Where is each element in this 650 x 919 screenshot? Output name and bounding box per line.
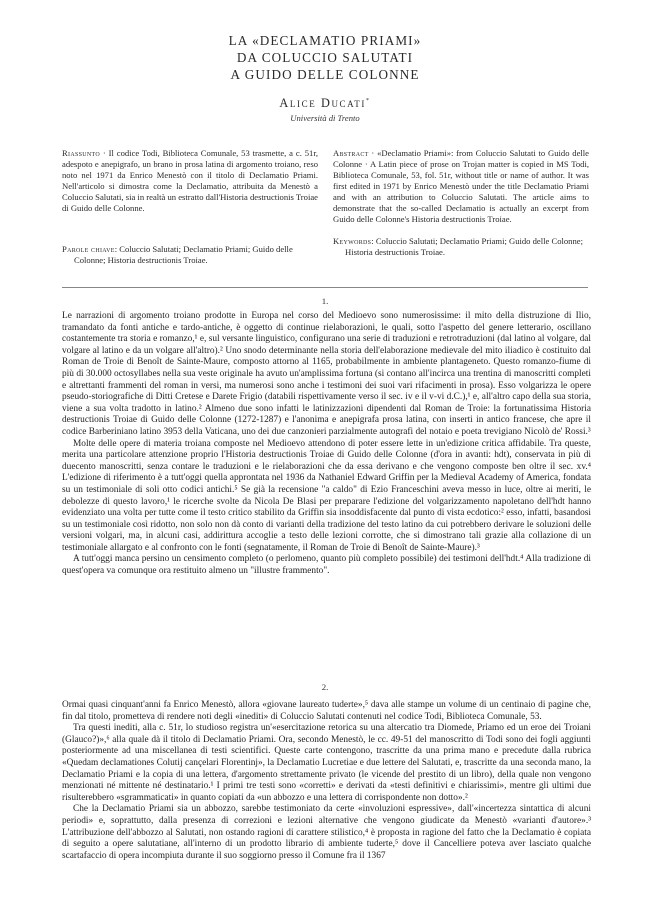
abstract-english-text: · «Declamatio Priami»: from Coluccio Salutati to Guido delle Colonne · A Latin piece of prose on Trojan matter is copied in MS Todi, Biblioteca Comunale, 53, fol. 51r, without title or name of author. It was first edited in 1971 by Enrico Menestò under the title Declamatio Priami and with an attribution to Coluccio Salutati. The article aims to demonstrate that the so-called Declamatio is actually an excerpt from Guido delle Colonne's Historia destructionis Troiae. — [333, 148, 589, 225]
section-1-number: 1. — [321, 296, 329, 306]
keywords-english-text: : Coluccio Salutati; Declamatio Priami; Guido delle Colonne; Historia destructionis Troiae. — [345, 236, 583, 258]
keywords-english-label: Keywords — [333, 236, 372, 246]
abstract-english — [333, 148, 589, 225]
keywords-italian-text: : Coluccio Salutati; Declamatio Priami; Guido delle Colonne; Historia destructionis Troiae. — [74, 244, 293, 266]
section-2-number: 2. — [321, 682, 329, 692]
section-divider-rule — [62, 287, 588, 288]
abstract-english-label: Abstract — [333, 148, 369, 158]
section-2-paragraph: Tra questi inediti, alla c. 51r, lo studioso registra un'«esercitazione retorica su una altercatio tra Diomede, Priamo ed un eroe dei Troiani (Glauco?)»,⁶ alla quale dà il titolo di Declamatio Priami. Ora, secondo Menestò, le cc. 49-51 del manoscritto di Todi sono dei fogli aggiunti posteriormente ad una miscellanea di testi scientifici. Queste carte contengono, trascritte da una prima mano e precedute dalla rubrica «Quedam declamationes Colutij cançelari Florentinj», la Declamatio Lucretiae e due lettere del Salutati, e, trascritte da una seconda mano, la Declamatio Priami e la copia di una lettera, d'argomento strettamente privato (le vicende del prestito di un libro), della quale non vengono menzionati né mittente né destinatario.¹ I primi tre testi sono «corretti» e derivati da «testi definitivi e chiarissimi», mentre gli ultimi due risulterebbero «sgrammaticati» in quanto copiati da «un abbozzo e una lettera di corrispondente non dotto».² — [62, 723, 591, 803]
author-affiliation: Università di Trento — [290, 113, 360, 123]
keywords-italian-label: Parole chiave — [62, 244, 115, 254]
keywords-italian — [62, 244, 318, 266]
section-1-paragraph: Molte delle opere di materia troiana composte nel Medioevo attendono di poter essere lette in un'edizione critica affidabile. Tra queste, merita una particolare attenzione proprio l'Historia destructionis Troiae di Guido delle Colonne (d'ora in avanti: hdt), conservata in più di duecento manoscritti, senza contare le traduzioni e le rielaborazioni che da essa derivano e che vengono composte ben oltre il sec. xv.⁴ L'edizione di riferimento è a tutt'oggi quella approntata nel 1936 da Nathaniel Edward Griffin per la Medieval Academy of America, fondata su un testimoniale di soli otto codici antichi.⁵ Se già la recensione "a caldo" di Ezio Franceschini aveva messo in luce, oltre ai meriti, le debolezze di questo lavoro,¹ le ricerche svolte da Nicola De Blasi per preparare l'edizione del volgarizzamento napoletano dell'hdt hanno evidenziato una volta per tutte come il testo critico stabilito da Griffin sia insoddisfacente dal punto di vista ecdotico:² esso, infatti, basandosi su un testimoniale così ridotto, non solo non dà conto di varianti della tradizione del testo latino da cui potrebbero derivare le soluzioni delle versioni volgari, ma, in alcuni casi, addirittura accoglie a testo delle lezioni corrotte, che si dimostrano tali grazie alla collazione di un testimoniale allargato e al confronto con le fonti (segnatamente, il Roman de Troie di Benoît de Sainte-Maure).³ — [62, 438, 591, 553]
article-title-line-2: DA COLUCCIO SALUTATI — [236, 50, 414, 65]
section-1-body — [62, 311, 591, 578]
section-2-paragraph: Ormai quasi cinquant'anni fa Enrico Menestò, allora «giovane laureato tuderte»,⁵ dava alle stampe un volume di un centinaio di pagine che, fin dal titolo, prometteva di rendere noti degli «inediti» di Coluccio Salutati contenuti nel codice Todi, Biblioteca Comunale, 53. — [62, 700, 591, 722]
section-1-paragraph: A tutt'oggi manca persino un censimento completo (o perlomeno, quanto più completo possibile) dei testimoni dell'hdt.⁴ Alla tradizione di quest'opera va comunque ora restituito almeno un "illustre frammento". — [62, 554, 591, 577]
section-1-paragraph: Le narrazioni di argomento troiano prodotte in Europa nel corso del Medioevo sono numerosissime: il mito della distruzione di Ilio, tramandato da fonti antiche e tardo-antiche, è oggetto di continue rielaborazioni, le quali, sotto l'aspetto del genere letterario, oscillano costantemente tra storia e romanzo,¹ e, sul versante linguistico, configurano una serie di traduzioni e retrotraduzioni (dal latino al volgare, dal volgare al latino e da un volgare all'altro).² Uno snodo determinante nella storia dell'elaborazione medievale del mito iliadico è costituito dal Roman de Troie di Benoît de Sainte-Maure, composto attorno al 1165, probabilmente in ambiente plantageneto. Questo romanzo-fiume di più di 30.000 octosyllabes nella sua veste originale ha avuto un'amplissima fortuna (si contano all'incirca una trentina di manoscritti completi e altrettanti frammenti del roman in versi, ma numerosi sono anche i testimoni dei suoi vari rifacimenti in prosa). Esso volgarizza le opere pseudo-storiografiche di Ditti Cretese e Darete Frigio (databili rispettivamente verso il sec. iv e il v-vi d.C.),¹ e, all'altro capo della sua storia, viene a sua volta tradotto in latino.² Almeno due sono infatti le latinizzazioni dipendenti dal Roman de Troie: la fortunatissima Historia destructionis Troiae di Guido delle Colonne (1272-1287) e l'anonima e anepigrafa prosa latina, con inserti in antico francese, che apre il codice Barberiniano latino 3953 della Vaticana, uno dei due canzonieri parzialmente autografi del notaio e poeta trevigiano Nicolò de' Rossi.³ — [62, 311, 591, 437]
abstract-italian-label: Riassunto — [62, 148, 100, 158]
author-name: Alice Ducati — [279, 96, 366, 110]
section-2-body — [62, 700, 591, 862]
author-line — [0, 96, 650, 111]
article-title-line-3: A GUIDO DELLE COLONNE — [230, 67, 420, 82]
abstract-italian-text: · Il codice Todi, Biblioteca Comunale, 53 trasmette, a c. 51r, adespoto e anepigrafo, un brano in prosa latina di argomento troiano, reso noto nel 1971 da Enrico Menestò con il titolo di Declamatio Priami. Nell'articolo si dimostra come la Declamatio, attribuita da Menestò a Coluccio Salutati, sia in realtà un estratto dall'Historia destructionis Troiae di Guido delle Colonne. — [62, 148, 318, 214]
abstract-italian — [62, 148, 318, 214]
keywords-english — [333, 236, 589, 258]
author-footnote-mark: * — [365, 97, 371, 104]
section-2-paragraph: Che la Declamatio Priami sia un abbozzo, sarebbe testimoniato da certe «involuzioni espressive», dall'«incertezza sintattica di alcuni periodi» e, soprattutto, dalla presenza di correzioni e lezioni alternative che vengono giudicate da Menestò «varianti d'autore».³ L'attribuzione dell'abbozzo al Salutati, non ostando ragioni di carattere stilistico,⁴ è proposta in ragione del fatto che la Declamatio è copiata di seguito a opere salutatiane, all'interno di un prodotto librario di ambiente tuderte,⁵ dove il Cancelliere poteva aver lasciato qualche scartafaccio di opera incompiuta durante il suo soggiorno presso il Comune fra il 1367 — [62, 804, 591, 861]
article-title-line-1: LA «DECLAMATIO PRIAMI» — [228, 33, 422, 48]
